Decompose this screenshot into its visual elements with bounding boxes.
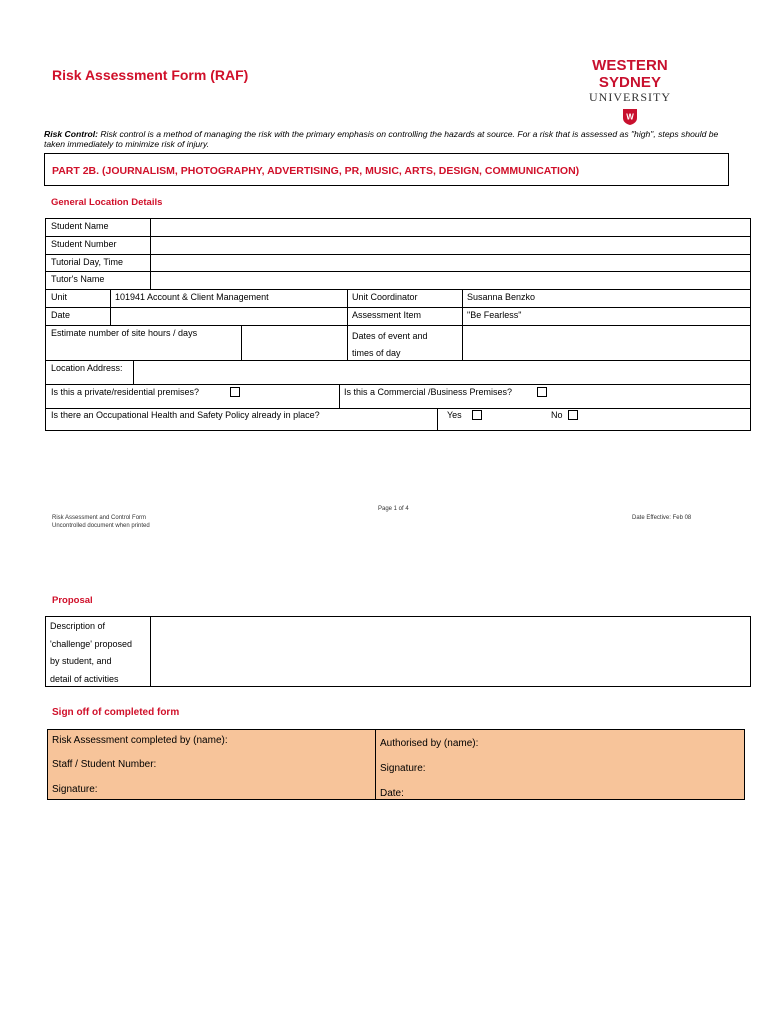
- signature-left-label: Signature:: [52, 784, 98, 795]
- location-address-label: Location Address:: [51, 363, 123, 373]
- risk-control-body: Risk control is a method of managing the risk with the primary emphasis on controlling the hazards at source. For a risk that is assessed as "high", steps should be taken immediately to minimize risk of injury.: [44, 129, 719, 149]
- general-location-table: [45, 218, 751, 431]
- proposal-description-label: [50, 618, 132, 688]
- student-number-field[interactable]: [152, 238, 748, 253]
- footer-form-name: Risk Assessment and Control Form: [52, 515, 147, 521]
- footer-date-effective: Date Effective: Feb 08: [632, 515, 692, 521]
- date-field[interactable]: [112, 309, 346, 324]
- unit-value: 101941 Account & Client Management: [115, 292, 269, 302]
- logo-letter: W: [626, 112, 634, 122]
- part-heading-box: [44, 153, 729, 186]
- shield-icon: [622, 108, 638, 126]
- assessment-item-value: "Be Fearless": [467, 310, 522, 320]
- part-heading: PART 2B. (JOURNALISM, PHOTOGRAPHY, ADVERTISING, PR, MUSIC, ARTS, DESIGN, COMMUNICATION): [52, 165, 580, 177]
- site-hours-label: Estimate number of site hours / days: [51, 328, 198, 338]
- proposal-line3: by student, and: [50, 656, 112, 666]
- assessment-item-label: Assessment Item: [352, 310, 422, 320]
- authorised-by-label: Authorised by (name):: [380, 738, 479, 749]
- student-number-label: Student Number: [51, 239, 117, 249]
- commercial-premises-checkbox[interactable]: [537, 387, 547, 397]
- risk-control-label: Risk Control:: [44, 129, 98, 139]
- form-title: Risk Assessment Form (RAF): [52, 67, 249, 83]
- ohs-yes-checkbox[interactable]: [472, 410, 482, 420]
- tutorial-day-time-field[interactable]: [152, 256, 748, 270]
- unit-coordinator-value: Susanna Benzko: [467, 292, 536, 302]
- tutorial-day-time-label: Tutorial Day, Time: [51, 257, 124, 267]
- completed-by-label: Risk Assessment completed by (name):: [52, 735, 228, 746]
- site-hours-field[interactable]: [243, 327, 346, 359]
- private-premises-checkbox[interactable]: [230, 387, 240, 397]
- footer-left: [52, 514, 150, 530]
- tutors-name-field[interactable]: [152, 273, 748, 288]
- signoff-table: [47, 729, 745, 800]
- date-label: Date: [51, 310, 71, 320]
- proposal-line2: 'challenge' proposed: [50, 638, 132, 649]
- logo-line1: WESTERN SYDNEY: [592, 57, 668, 91]
- footer-page-number: Page 1 of 4: [378, 506, 409, 512]
- signoff-heading: Sign off of completed form: [52, 707, 180, 718]
- signature-right-label: Signature:: [380, 763, 426, 774]
- proposal-table: [45, 616, 751, 687]
- university-logo: [560, 57, 700, 131]
- commercial-premises-label: Is this a Commercial /Business Premises?: [344, 387, 513, 397]
- dates-event-line2: times of day: [352, 348, 401, 358]
- private-premises-label: Is this a private/residential premises?: [51, 387, 200, 397]
- student-name-field[interactable]: [152, 220, 748, 235]
- unit-label: Unit: [51, 292, 68, 302]
- general-location-heading: General Location Details: [51, 197, 163, 208]
- proposal-line1: Description of: [50, 621, 106, 631]
- date-signoff-label: Date:: [380, 788, 404, 799]
- risk-control-text: [44, 129, 724, 149]
- dates-event-label: [352, 328, 428, 362]
- location-address-field[interactable]: [135, 362, 748, 383]
- proposal-heading: Proposal: [52, 595, 93, 606]
- logo-line2: UNIVERSITY: [589, 90, 671, 104]
- ohs-no-label: No: [551, 410, 563, 420]
- ohs-yes-label: Yes: [447, 410, 462, 420]
- ohs-question-label: Is there an Occupational Health and Safety Policy already in place?: [51, 410, 320, 420]
- dates-event-line1: Dates of event and: [352, 331, 428, 341]
- unit-coordinator-label: Unit Coordinator: [352, 292, 418, 302]
- ohs-no-checkbox[interactable]: [568, 410, 578, 420]
- student-name-label: Student Name: [51, 221, 109, 231]
- proposal-line4: detail of activities: [50, 673, 119, 684]
- footer-uncontrolled: Uncontrolled document when printed: [52, 523, 150, 529]
- proposal-description-field[interactable]: [152, 618, 748, 685]
- staff-number-label: Staff / Student Number:: [52, 759, 157, 770]
- tutors-name-label: Tutor's Name: [51, 274, 105, 284]
- dates-event-field[interactable]: [464, 327, 748, 359]
